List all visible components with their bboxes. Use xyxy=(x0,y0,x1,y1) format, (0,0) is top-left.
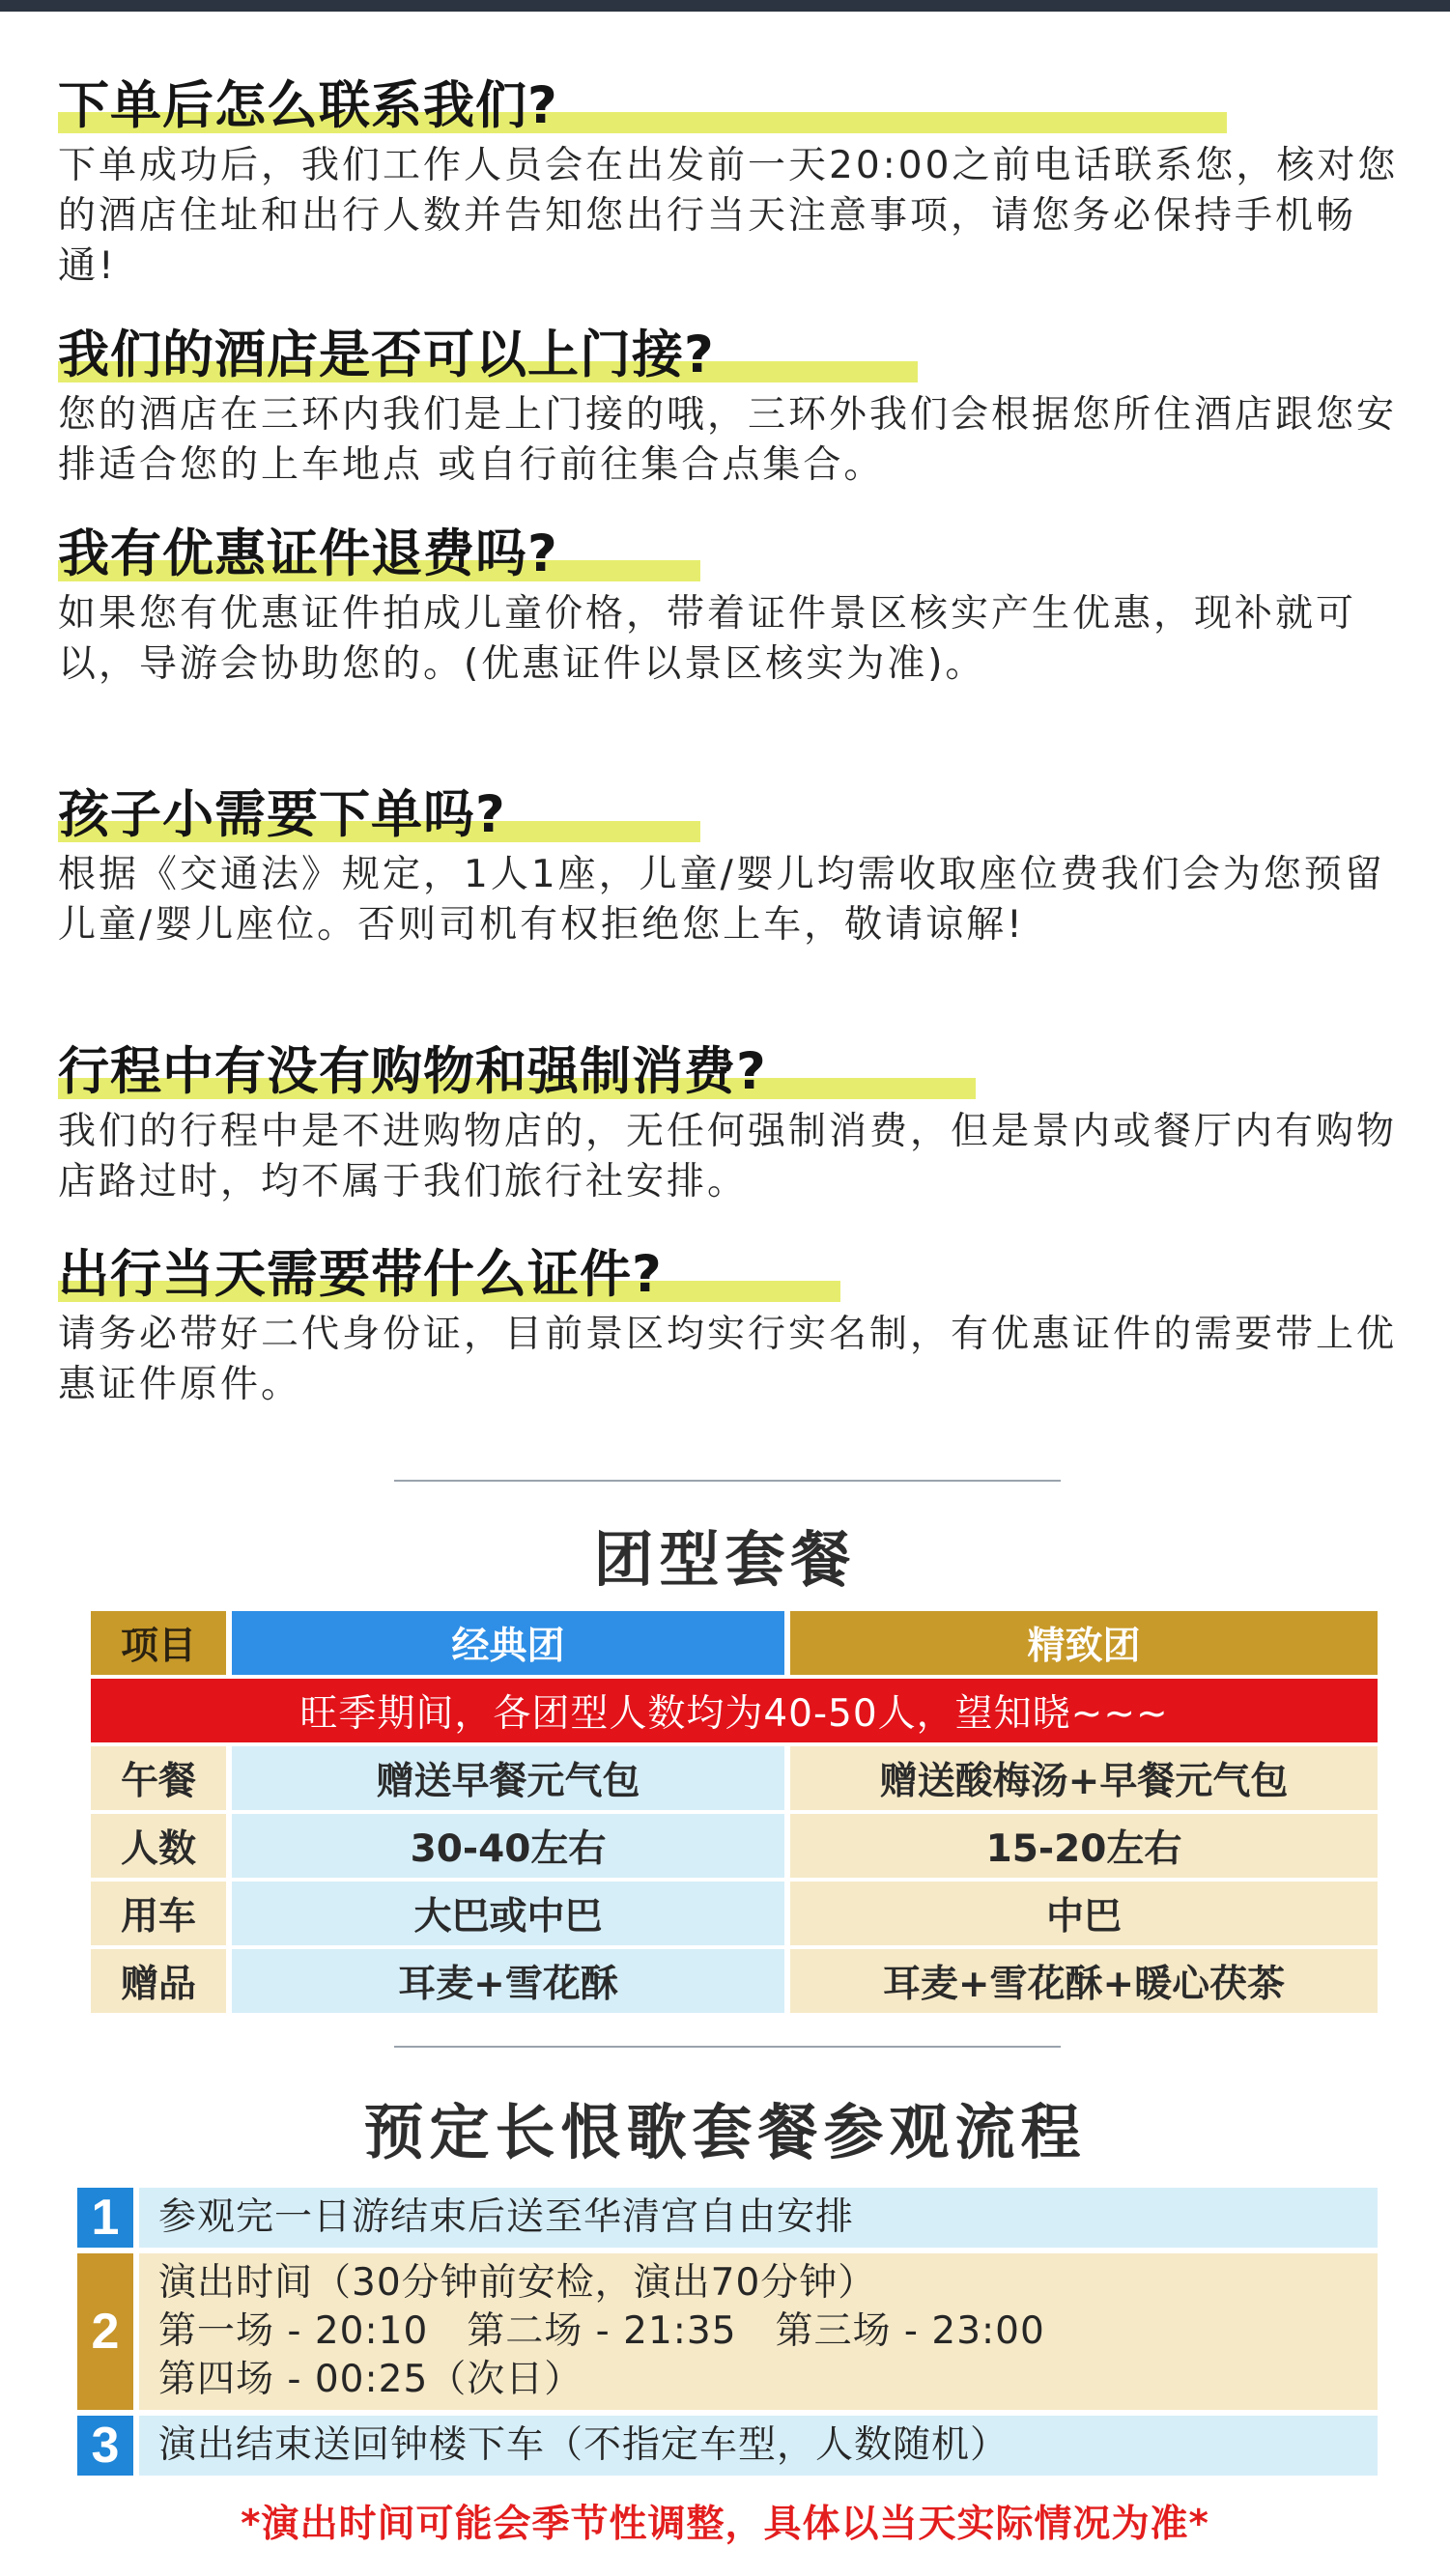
premium-value: 耳麦+雪花酥+暖心茯茶 xyxy=(790,1949,1378,2013)
faq-answer: 如果您有优惠证件拍成儿童价格，带着证件景区核实产生优惠，现补就可以，导游会协助您的。(优惠证件以景区核实为准)。 xyxy=(58,592,1357,686)
header-premium: 精致团 xyxy=(790,1611,1378,1675)
classic-value: 耳麦+雪花酥 xyxy=(232,1949,784,2013)
top-image-strip xyxy=(0,0,1450,12)
section-divider xyxy=(394,2046,1061,2048)
classic-value: 大巴或中巴 xyxy=(232,1882,784,1945)
peak-season-notice: 旺季期间，各团型人数均为40-50人，望知晓~~~ xyxy=(91,1679,1378,1742)
faq-answer: 请务必带好二代身份证，目前景区均实行实名制，有优惠证件的需要带上优惠证件原件。 xyxy=(58,1313,1398,1406)
section-divider xyxy=(394,1480,1061,1482)
flow-step-3 xyxy=(77,2416,1378,2476)
step-text: 第四场 - 00:25（次日） xyxy=(158,2358,583,2401)
faq-item-hotel-pickup xyxy=(58,325,1401,491)
faq-item-documents xyxy=(58,1244,1401,1410)
table-row xyxy=(91,1882,1378,1945)
faq-answer: 下单成功后，我们工作人员会在出发前一天20:00之前电话联系您，核对您的酒店住址和出行人数并告知您出行当天注意事项，请您务必保持手机畅通! xyxy=(58,144,1399,288)
step-text: 演出结束送回钟楼下车（不指定车型，人数随机） xyxy=(158,2423,1009,2467)
table-row xyxy=(91,1746,1378,1810)
step-number: 3 xyxy=(77,2416,133,2476)
faq-item-shopping xyxy=(58,1041,1401,1207)
row-label: 人数 xyxy=(91,1814,226,1878)
row-label: 赠品 xyxy=(91,1949,226,2013)
flow-steps xyxy=(77,2188,1378,2481)
flow-title: 预定长恨歌套餐参观流程 xyxy=(363,2097,1087,2167)
schedule-footnote: *演出时间可能会季节性调整，具体以当天实际情况为准* xyxy=(241,2503,1209,2546)
row-label: 用车 xyxy=(91,1882,226,1945)
table-notice-row xyxy=(91,1679,1378,1742)
table-header-row xyxy=(91,1611,1378,1675)
faq-item-discount xyxy=(58,524,1401,690)
flow-step-1 xyxy=(77,2188,1378,2248)
step-text: 演出时间（30分钟前安检，演出70分钟） xyxy=(158,2261,877,2305)
faq-item-contact xyxy=(58,75,1401,292)
package-table xyxy=(91,1611,1378,2017)
header-item: 项目 xyxy=(91,1611,226,1675)
classic-value: 30-40左右 xyxy=(232,1814,784,1878)
faq-answer: 您的酒店在三环内我们是上门接的哦，三环外我们会根据您所住酒店跟您安排适合您的上车地点 或自行前往集合点集合。 xyxy=(58,393,1398,487)
faq-question: 我有优惠证件退费吗? xyxy=(58,524,558,585)
premium-value: 赠送酸梅汤+早餐元气包 xyxy=(790,1746,1378,1810)
faq-question: 孩子小需要下单吗? xyxy=(58,784,506,846)
table-row xyxy=(91,1949,1378,2013)
faq-question: 出行当天需要带什么证件? xyxy=(58,1244,663,1306)
premium-value: 15-20左右 xyxy=(790,1814,1378,1878)
step-text: 第一场 - 20:10 第二场 - 21:35 第三场 - 23:00 xyxy=(158,2309,1045,2353)
premium-value: 中巴 xyxy=(790,1882,1378,1945)
faq-answer: 根据《交通法》规定，1人1座，儿童/婴儿均需收取座位费我们会为您预留儿童/婴儿座位。否则司机有权拒绝您上车，敬请谅解! xyxy=(58,853,1385,947)
step-number: 2 xyxy=(77,2253,133,2410)
step-text: 参观完一日游结束后送至华清宫自由安排 xyxy=(158,2195,855,2239)
step-number: 1 xyxy=(77,2188,133,2248)
flow-step-2 xyxy=(77,2253,1378,2410)
faq-answer: 我们的行程中是不进购物店的，无任何强制消费，但是景内或餐厅内有购物店路过时，均不属于我们旅行社安排。 xyxy=(58,1110,1398,1203)
faq-question: 下单后怎么联系我们? xyxy=(58,75,558,137)
package-title: 团型套餐 xyxy=(593,1524,857,1595)
table-row xyxy=(91,1814,1378,1878)
faq-question: 行程中有没有购物和强制消费? xyxy=(58,1041,767,1103)
header-classic: 经典团 xyxy=(232,1611,784,1675)
faq-question: 我们的酒店是否可以上门接? xyxy=(58,325,715,386)
faq-item-children xyxy=(58,784,1401,950)
classic-value: 赠送早餐元气包 xyxy=(232,1746,784,1810)
row-label: 午餐 xyxy=(91,1746,226,1810)
